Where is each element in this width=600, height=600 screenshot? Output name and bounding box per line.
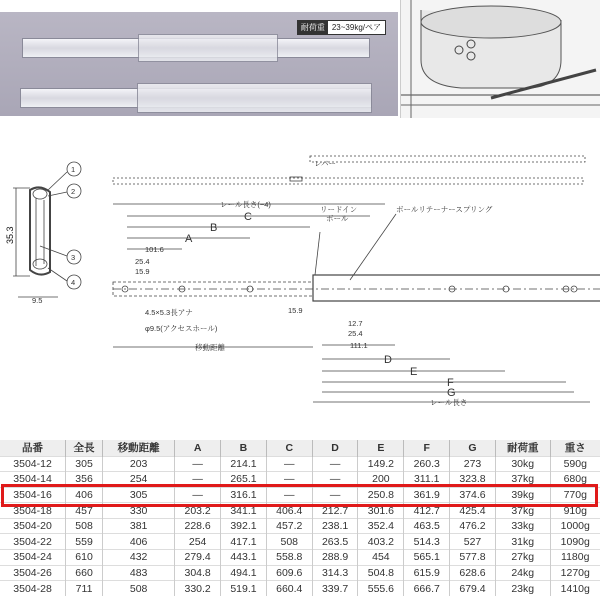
table-cell: 311.1 <box>404 472 450 488</box>
table-cell: 330 <box>103 503 175 519</box>
table-cell: 3504-18 <box>0 503 66 519</box>
table-cell: 39kg <box>495 487 550 503</box>
callout-1: 1 <box>71 165 76 174</box>
table-cell: 1090g <box>550 534 600 550</box>
table-cell: 680g <box>550 472 600 488</box>
table-cell: 356 <box>66 472 103 488</box>
table-cell: 273 <box>450 456 496 472</box>
table-cell: 330.2 <box>175 581 221 597</box>
table-cell: 406.4 <box>266 503 312 519</box>
column-header: A <box>175 440 221 456</box>
table-cell: — <box>266 487 312 503</box>
table-cell: 3504-20 <box>0 518 66 534</box>
table-cell: — <box>266 456 312 472</box>
table-cell: 565.1 <box>404 550 450 566</box>
dim-25-4-right: 25.4 <box>348 329 363 338</box>
table-cell: 494.1 <box>221 565 267 581</box>
dim-b: B <box>210 222 218 234</box>
column-header: C <box>266 440 312 456</box>
table-cell: 412.7 <box>404 503 450 519</box>
table-cell: 910g <box>550 503 600 519</box>
dim-e: E <box>410 366 418 378</box>
table-cell: 212.7 <box>312 503 358 519</box>
dim-25-4-left: 25.4 <box>135 257 150 266</box>
ball-retainer-spring-label: ボールリテーナースプリング <box>396 205 493 214</box>
column-header: 重さ <box>550 440 600 456</box>
callout-4: 4 <box>71 278 76 287</box>
dimension-lines <box>113 200 590 407</box>
table-cell: 1180g <box>550 550 600 566</box>
badge-label: 耐荷重 <box>298 21 328 34</box>
table-cell: 457 <box>66 503 103 519</box>
table-cell: 254 <box>103 472 175 488</box>
table-cell: 508 <box>266 534 312 550</box>
table-cell: 203.2 <box>175 503 221 519</box>
table-cell: 392.1 <box>221 518 267 534</box>
table-row <box>0 456 600 472</box>
installation-sketch <box>400 0 600 118</box>
table-cell: 288.9 <box>312 550 358 566</box>
table-cell: 228.6 <box>175 518 221 534</box>
table-cell: 314.3 <box>312 565 358 581</box>
rail-length-label: レール長さ <box>430 398 468 407</box>
table-cell: 316.1 <box>221 487 267 503</box>
table-cell: 590g <box>550 456 600 472</box>
table-row <box>0 518 600 534</box>
table-cell: 508 <box>103 581 175 597</box>
table-row <box>0 534 600 550</box>
width-dim: 9.5 <box>32 296 43 305</box>
table-cell: 454 <box>358 550 404 566</box>
badge-value: 23~39kg/ペア <box>328 21 385 34</box>
table-cell: 483 <box>103 565 175 581</box>
table-cell: 279.4 <box>175 550 221 566</box>
dim-111-1: 111.1 <box>350 341 368 350</box>
table-cell: 305 <box>103 487 175 503</box>
table-cell: 339.7 <box>312 581 358 597</box>
table-cell: — <box>175 456 221 472</box>
column-header: B <box>221 440 267 456</box>
table-cell: 628.6 <box>450 565 496 581</box>
dim-d: D <box>384 354 392 366</box>
column-header: 品番 <box>0 440 66 456</box>
table-cell: 1000g <box>550 518 600 534</box>
table-cell: 660.4 <box>266 581 312 597</box>
table-cell: 3504-26 <box>0 565 66 581</box>
table-cell: 341.1 <box>221 503 267 519</box>
rail-length-minus-label: レール長さ(−4) <box>220 200 271 209</box>
table-row <box>0 565 600 581</box>
table-cell: 304.8 <box>175 565 221 581</box>
table-cell: — <box>312 487 358 503</box>
table-cell: 406 <box>66 487 103 503</box>
table-cell: 514.3 <box>404 534 450 550</box>
dim-f: F <box>447 377 454 389</box>
table-cell: 3504-22 <box>0 534 66 550</box>
table-cell: 406 <box>103 534 175 550</box>
table-cell: — <box>266 472 312 488</box>
dim-c: C <box>244 211 252 223</box>
travel-distance-label: 移動距離 <box>195 343 225 352</box>
callout-2: 2 <box>71 187 76 196</box>
table-cell: 457.2 <box>266 518 312 534</box>
cross-section <box>5 162 81 305</box>
table-cell: 361.9 <box>404 487 450 503</box>
table-cell: 374.6 <box>450 487 496 503</box>
table-cell: 265.1 <box>221 472 267 488</box>
table-cell: 1410g <box>550 581 600 597</box>
table-cell: 260.3 <box>404 456 450 472</box>
spec-table <box>0 440 600 596</box>
table-cell: 610 <box>66 550 103 566</box>
table-cell: 559 <box>66 534 103 550</box>
table-cell: 30kg <box>495 456 550 472</box>
table-cell: 305 <box>66 456 103 472</box>
lever-label: レバー <box>314 159 336 168</box>
table-cell: 203 <box>103 456 175 472</box>
table-cell: 352.4 <box>358 518 404 534</box>
table-cell: — <box>312 472 358 488</box>
table-cell: 443.1 <box>221 550 267 566</box>
technical-drawing <box>0 140 600 410</box>
table-cell: 609.6 <box>266 565 312 581</box>
table-cell: 527 <box>450 534 496 550</box>
outer-rail-top-view <box>113 178 583 184</box>
table-cell: 24kg <box>495 565 550 581</box>
table-cell: 519.1 <box>221 581 267 597</box>
table-cell: 403.2 <box>358 534 404 550</box>
highlighted-row-frame <box>1 484 598 507</box>
lead-in-ball-label-1: リードイン <box>320 205 358 214</box>
callout-3: 3 <box>71 253 76 262</box>
table-cell: 1270g <box>550 565 600 581</box>
access-hole-label: φ9.5(アクセスホール) <box>145 324 218 333</box>
table-cell: 504.8 <box>358 565 404 581</box>
table-cell: 33kg <box>495 518 550 534</box>
table-cell: — <box>312 456 358 472</box>
table-cell: 417.1 <box>221 534 267 550</box>
dim-15-9-right: 15.9 <box>288 306 303 315</box>
table-cell: 3504-12 <box>0 456 66 472</box>
product-photo <box>0 12 398 116</box>
table-cell: 37kg <box>495 472 550 488</box>
table-cell: 770g <box>550 487 600 503</box>
slot-hole-label: 4.5×5.3長アナ <box>145 308 193 317</box>
table-row <box>0 581 600 597</box>
table-cell: 238.1 <box>312 518 358 534</box>
column-header: E <box>358 440 404 456</box>
table-cell: 679.4 <box>450 581 496 597</box>
column-header: F <box>404 440 450 456</box>
table-cell: 660 <box>66 565 103 581</box>
load-capacity-badge <box>297 20 386 35</box>
table-cell: 381 <box>103 518 175 534</box>
table-row <box>0 550 600 566</box>
slide-rail-open-member <box>137 83 372 113</box>
dim-101-6: 101.6 <box>145 245 164 254</box>
dim-12-7: 12.7 <box>348 319 363 328</box>
lead-in-ball-label-2: ボール <box>326 214 349 223</box>
table-cell: 711 <box>66 581 103 597</box>
table-cell: 200 <box>358 472 404 488</box>
height-dim: 35.3 <box>5 226 15 244</box>
table-cell: 3504-28 <box>0 581 66 597</box>
table-cell: 301.6 <box>358 503 404 519</box>
table-cell: 463.5 <box>404 518 450 534</box>
slide-rail-inner <box>138 34 278 62</box>
column-header: 全長 <box>66 440 103 456</box>
column-header: 移動距離 <box>103 440 175 456</box>
table-cell: 23kg <box>495 581 550 597</box>
table-cell: 263.5 <box>312 534 358 550</box>
table-cell: 555.6 <box>358 581 404 597</box>
table-cell: 476.2 <box>450 518 496 534</box>
table-cell: 577.8 <box>450 550 496 566</box>
table-cell: 254 <box>175 534 221 550</box>
table-cell: 558.8 <box>266 550 312 566</box>
table-cell: 615.9 <box>404 565 450 581</box>
table-cell: — <box>175 472 221 488</box>
table-cell: — <box>175 487 221 503</box>
table-cell: 27kg <box>495 550 550 566</box>
column-header: D <box>312 440 358 456</box>
dim-15-9-left: 15.9 <box>135 267 150 276</box>
table-cell: 3504-14 <box>0 472 66 488</box>
table-cell: 3504-24 <box>0 550 66 566</box>
table-cell: 508 <box>66 518 103 534</box>
drawer-illustration <box>401 0 600 118</box>
table-cell: 425.4 <box>450 503 496 519</box>
table-cell: 37kg <box>495 503 550 519</box>
table-cell: 323.8 <box>450 472 496 488</box>
table-cell: 3504-16 <box>0 487 66 503</box>
table-cell: 250.8 <box>358 487 404 503</box>
column-header: 耐荷重 <box>495 440 550 456</box>
table-cell: 31kg <box>495 534 550 550</box>
dim-a: A <box>185 233 193 245</box>
table-cell: 149.2 <box>358 456 404 472</box>
column-header: G <box>450 440 496 456</box>
table-header-row <box>0 440 600 456</box>
table-cell: 214.1 <box>221 456 267 472</box>
dim-g: G <box>447 387 456 399</box>
table-cell: 432 <box>103 550 175 566</box>
table-cell: 666.7 <box>404 581 450 597</box>
